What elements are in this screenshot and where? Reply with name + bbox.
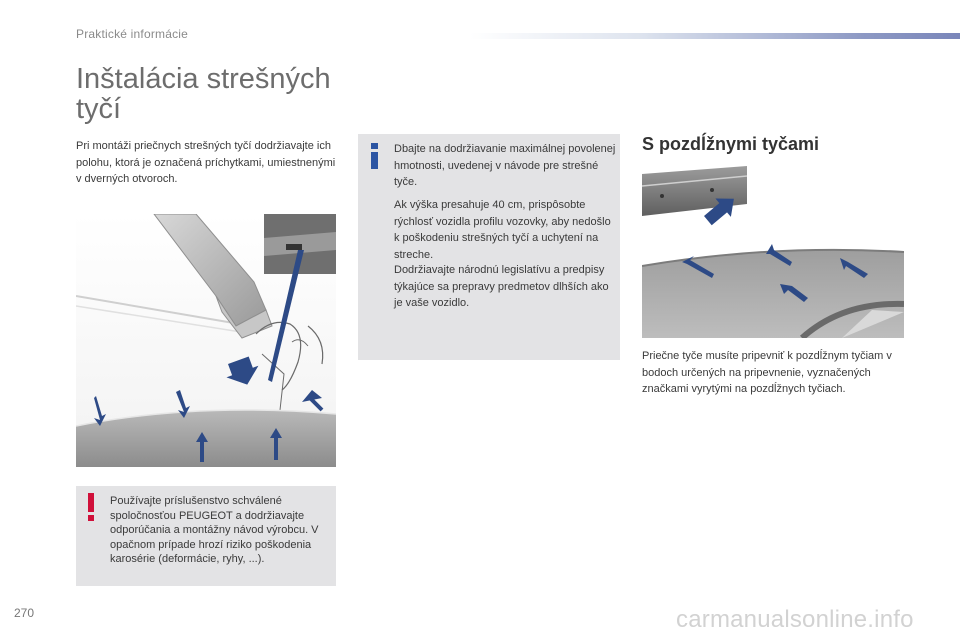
info-paragraph-3: Dodržiavajte národnú legislatívu a predpisy týkajúce sa prepravy predmetov dlhších ako je vaše vozidlo.: [394, 264, 609, 309]
page-number: 270: [14, 606, 35, 620]
roof-rail-detail-illustration: [642, 164, 747, 244]
info-paragraph-1: Dbajte na dodržiavanie maximálnej povolenej hmotnosti, uvedenej v návode pre strešné tyče.: [394, 143, 616, 188]
page-title: Inštalácia strešných tyčí: [76, 63, 331, 125]
watermark: carmanualsonline.info: [676, 606, 914, 633]
section-header: Praktické informácie: [76, 27, 189, 41]
longitudinal-bars-text: Priečne tyče musíte pripevniť k pozdĺžnym tyčiam v bodoch určených na pripevnenie, vyznačených značkami vyrytými na pozdĺžnych tyčiach.: [642, 350, 892, 395]
info-icon: [368, 143, 382, 171]
warning-icon: [86, 493, 96, 523]
warning-text: Používajte príslušenstvo schválené spoločnosťou PEUGEOT a dodržiavajte odporúčania a montážny návod výrobcu. V opačnom prípade hrozí riziko poškodenia karosérie (deformácie, ryhy, ...).: [110, 495, 319, 565]
intro-text: Pri montáži priečnych strešných tyčí dodržiavajte ich polohu, ktorá je označená príchytkami, umiestnenými v dverných otvoroch.: [76, 140, 336, 185]
info-paragraph-2: Ak výška presahuje 40 cm, prispôsobte rýchlosť vozidla profilu vozovky, aby nedošlo k poškodeniu strešných tyčí a uchytení na streche.: [394, 199, 611, 261]
header-rule: [470, 33, 960, 39]
car-roof-rails-illustration: [642, 244, 904, 338]
roof-bar-clamp-illustration: [76, 214, 336, 467]
section-title-longitudinal-bars: S pozdĺžnymi tyčami: [642, 134, 820, 154]
